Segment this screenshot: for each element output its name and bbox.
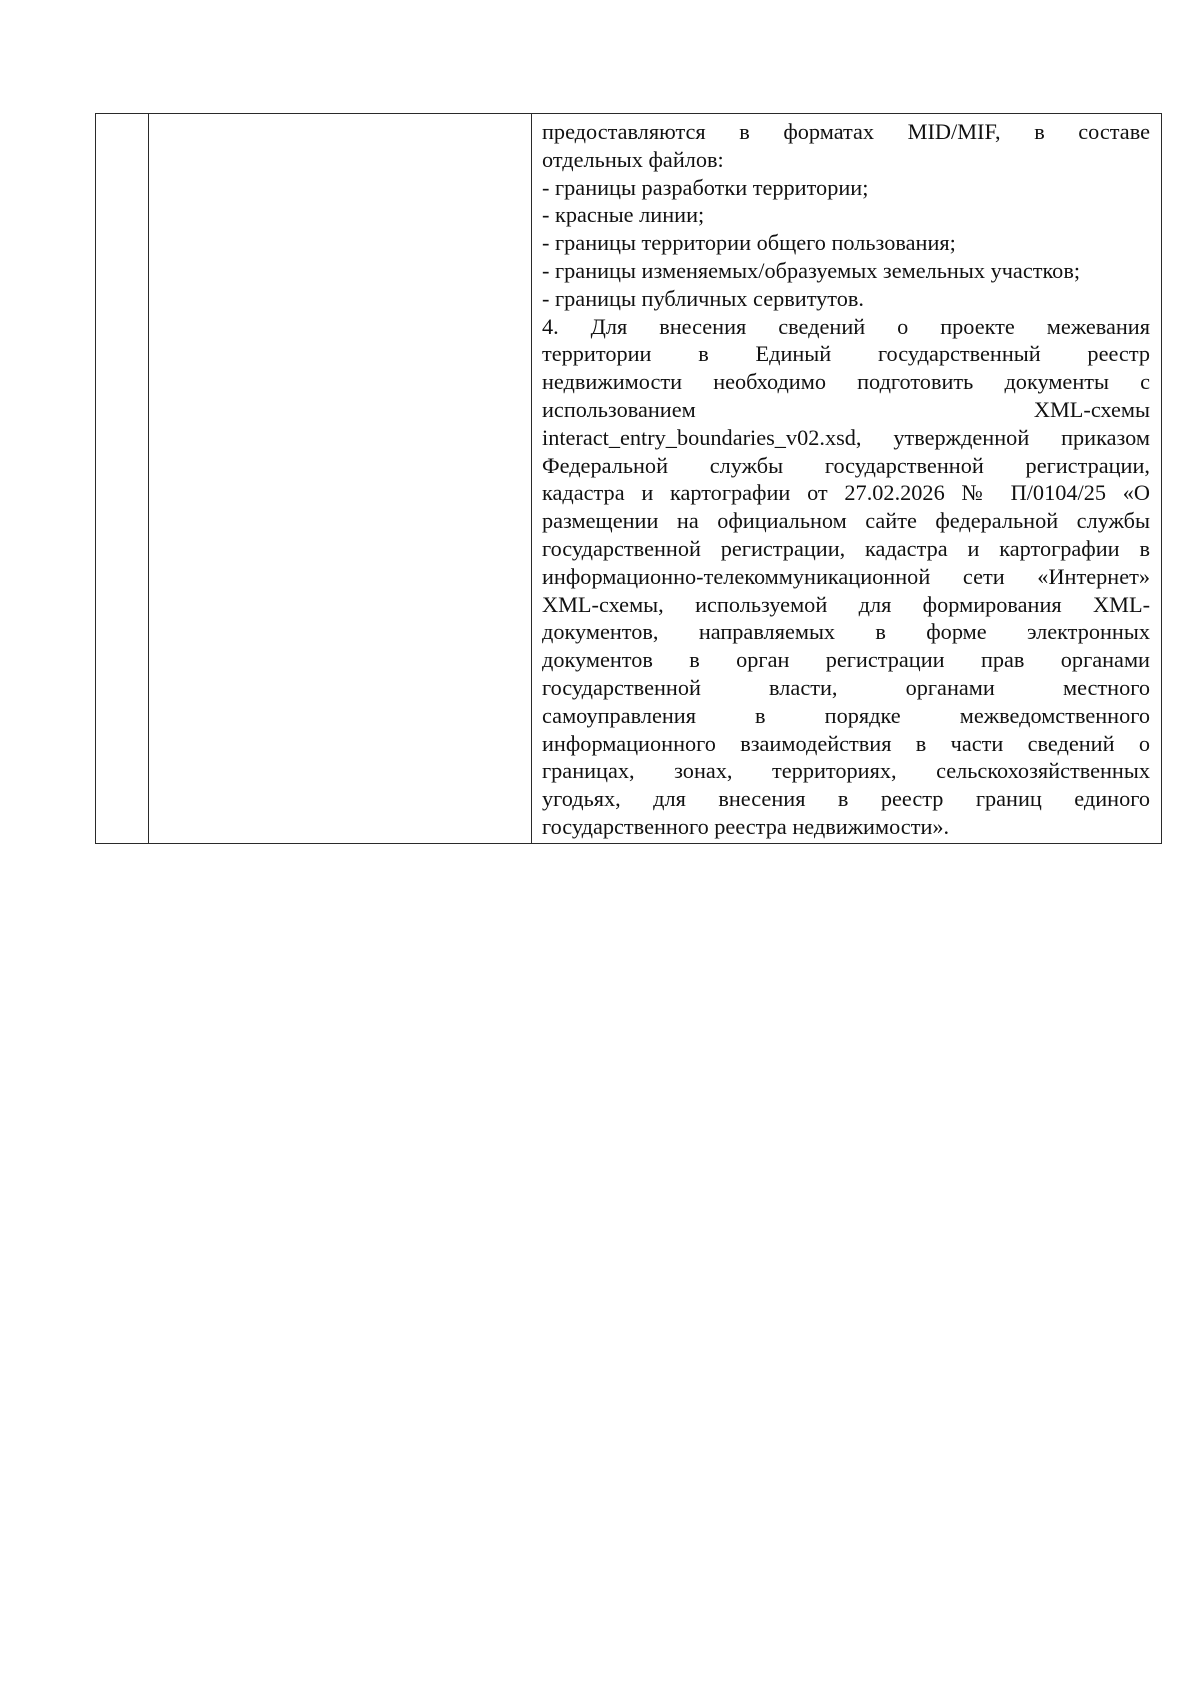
text-line: предоставляются в форматах MID/MIF, в составе (542, 119, 1150, 144)
text-line: информационного взаимодействия в части сведений о (542, 730, 1150, 756)
text-line: - границы публичных сервитутов. (542, 285, 864, 311)
text-line: недвижимости необходимо подготовить документы с (542, 369, 1150, 395)
text-line: отдельных файлов: (542, 146, 724, 172)
text-line: государственной регистрации, кадастра и картографии в (542, 535, 1150, 561)
text-line: документов в орган регистрации прав органами (542, 647, 1150, 673)
text-line: угодьях, для внесения в реестр границ единого (542, 786, 1150, 812)
text-line: государственного реестра недвижимости». (542, 813, 950, 839)
text-line: кадастра и картографии от 27.02.2026 № П/0104/25 «О (542, 480, 1150, 506)
text-line: - границы изменяемых/образуемых земельных участков; (542, 257, 1081, 283)
table-cell-number (96, 114, 149, 844)
text-line: документов, направляемых в форме электронных (542, 619, 1150, 645)
text-line: Федеральной службы государственной регистрации, (542, 452, 1150, 478)
table-cell-requirements (532, 114, 1162, 844)
requirements-table (95, 113, 1162, 844)
text-line: размещении на официальном сайте федеральной службы (542, 508, 1150, 534)
requirements-text (532, 114, 1161, 843)
text-line: самоуправления в порядке межведомственного (542, 702, 1150, 728)
table-cell-name (149, 114, 532, 844)
text-line: государственной власти, органами местного (542, 674, 1150, 700)
text-line: - границы разработки территории; (542, 174, 869, 200)
text-line: границах, зонах, территориях, сельскохозяйственных (542, 758, 1150, 784)
text-line: 4. Для внесения сведений о проекте межевания (542, 313, 1150, 339)
text-line: XML-схемы, используемой для формирования XML- (542, 591, 1150, 617)
text-line: interact_entry_boundaries_v02.xsd, утвержденной приказом (542, 424, 1150, 450)
text-line: информационно-телекоммуникационной сети «Интернет» (542, 563, 1150, 589)
text-line: - красные линии; (542, 202, 705, 228)
table-row (96, 114, 1162, 844)
text-line: - границы территории общего пользования; (542, 230, 956, 256)
cell-number-text (96, 114, 148, 120)
cell-name-text (149, 114, 531, 120)
text-line: территории в Единый государственный реестр (542, 341, 1150, 367)
text-line: использованием XML-схемы (542, 396, 1150, 422)
